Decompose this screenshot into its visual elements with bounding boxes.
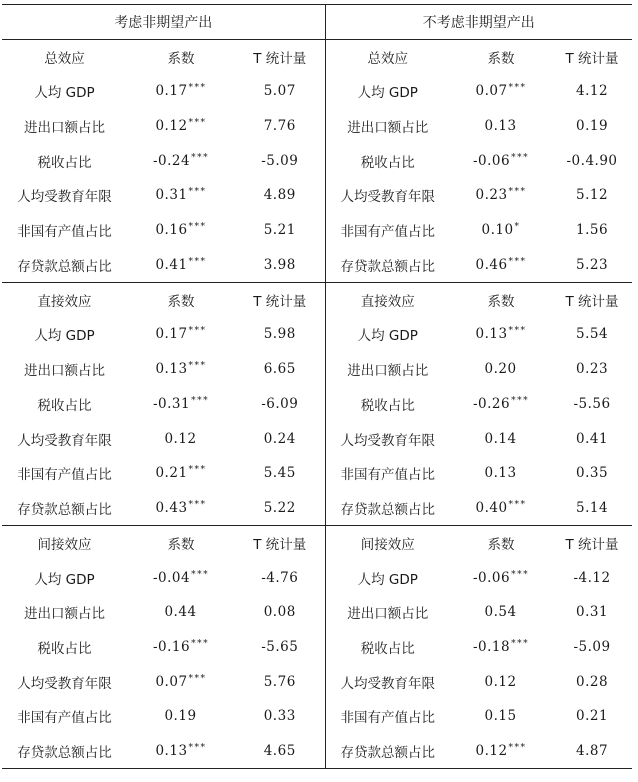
t-statistic-value: 0.33 xyxy=(235,699,325,734)
coefficient-value: -0.06 xyxy=(472,569,511,586)
significance-stars: *** xyxy=(511,638,530,649)
t-statistic-value: 0.28 xyxy=(575,673,609,690)
coefficient-value: 0.41 xyxy=(155,256,188,273)
coefficient-cell xyxy=(450,352,552,387)
section-header-row xyxy=(2,40,632,75)
group-header-without-undesirable-output: 不考虑非期望产出 xyxy=(325,5,632,40)
table-row xyxy=(2,734,632,769)
significance-stars: *** xyxy=(508,83,527,94)
coefficient-value: 0.23 xyxy=(475,187,508,204)
t-statistic-header: T 统计量 xyxy=(552,283,632,318)
t-statistic-value: -4.12 xyxy=(573,569,611,586)
coefficient-cell xyxy=(450,630,552,665)
coefficient-cell xyxy=(450,213,552,248)
table-row xyxy=(2,178,632,213)
variable-name: 非国有产值占比 xyxy=(17,710,112,727)
coefficient-value: 0.17 xyxy=(155,326,188,343)
t-statistic-value: -4.76 xyxy=(235,560,325,595)
t-statistic-value: -5.56 xyxy=(573,395,611,412)
coefficient-value: -0.24 xyxy=(152,152,191,169)
variable-name: 存贷款总额占比 xyxy=(325,734,450,769)
significance-stars: *** xyxy=(188,222,207,233)
significance-stars: *** xyxy=(191,569,210,580)
effect-type-label: 总效应 xyxy=(367,51,409,67)
t-statistic-value: 5.12 xyxy=(575,187,609,204)
coefficient-cell xyxy=(450,247,552,282)
significance-stars: *** xyxy=(188,465,207,476)
significance-stars: *** xyxy=(188,118,207,129)
variable-name: 人均受教育年限 xyxy=(340,675,436,692)
variable-name: 进出口额占比 xyxy=(24,363,105,380)
coefficient-cell xyxy=(127,178,235,213)
variable-name: 进出口额占比 xyxy=(347,120,429,137)
table-row xyxy=(2,74,632,109)
significance-stars: *** xyxy=(191,395,210,406)
t-statistic-header: T 统计量 xyxy=(552,526,632,561)
t-statistic-header: T 统计量 xyxy=(235,40,325,75)
variable-name: 非国有产值占比 xyxy=(17,467,112,484)
section-header-row xyxy=(2,283,632,318)
significance-stars: *** xyxy=(188,499,207,510)
coefficient-value: 0.13 xyxy=(475,326,508,343)
table-row xyxy=(2,560,632,595)
variable-name: 税收占比 xyxy=(37,154,92,171)
coefficient-value: 0.44 xyxy=(164,604,197,621)
t-statistic-value: 5.76 xyxy=(235,664,325,699)
coefficient-value: -0.18 xyxy=(472,638,511,655)
variable-name: 进出口额占比 xyxy=(24,606,105,623)
coefficient-header: 系数 xyxy=(487,51,515,67)
table-row xyxy=(2,143,632,178)
t-statistic-value: 0.41 xyxy=(575,430,609,447)
coefficient-value: 0.20 xyxy=(484,361,517,378)
table-row xyxy=(2,387,632,422)
coefficient-value: -0.16 xyxy=(152,638,191,655)
effects-table-container xyxy=(2,4,636,769)
coefficient-cell xyxy=(127,595,235,630)
coefficient-cell xyxy=(127,74,235,109)
table-row xyxy=(2,317,632,352)
t-statistic-value: 5.22 xyxy=(235,491,325,526)
coefficient-cell xyxy=(127,734,235,769)
coefficient-value: 0.14 xyxy=(484,430,517,447)
t-statistic-value: 0.35 xyxy=(575,465,609,482)
coefficient-cell xyxy=(127,456,235,491)
variable-name: 税收占比 xyxy=(360,397,415,414)
significance-stars: * xyxy=(514,222,521,233)
table-row xyxy=(2,247,632,282)
coefficient-cell xyxy=(127,664,235,699)
variable-name: 进出口额占比 xyxy=(347,606,429,623)
t-statistic-header: T 统计量 xyxy=(235,526,325,561)
variable-name: 存贷款总额占比 xyxy=(2,734,127,769)
significance-stars: *** xyxy=(188,187,207,198)
t-statistic-value: -6.09 xyxy=(235,387,325,422)
coefficient-cell xyxy=(127,143,235,178)
significance-stars: *** xyxy=(188,256,207,267)
table-row xyxy=(2,109,632,144)
coefficient-cell xyxy=(127,213,235,248)
coefficient-cell xyxy=(450,664,552,699)
significance-stars: *** xyxy=(191,152,210,163)
variable-name: 人均受教育年限 xyxy=(340,189,436,206)
coefficient-header: 系数 xyxy=(450,526,552,561)
section-header-row xyxy=(2,526,632,561)
coefficient-value: 0.31 xyxy=(155,187,188,204)
coefficient-value: 0.16 xyxy=(155,222,188,239)
t-statistic-value: 4.89 xyxy=(235,178,325,213)
group-header-row xyxy=(2,5,632,40)
t-statistic-value: -0.4.90 xyxy=(566,152,618,169)
coefficient-value: 0.07 xyxy=(475,83,508,100)
variable-name: 人均 GDP xyxy=(357,85,418,102)
t-statistic-value: -5.65 xyxy=(235,630,325,665)
significance-stars: *** xyxy=(511,152,530,163)
t-statistic-value: 5.45 xyxy=(235,456,325,491)
coefficient-value: 0.13 xyxy=(484,465,517,482)
significance-stars: *** xyxy=(508,499,527,510)
coefficient-value: 0.12 xyxy=(164,430,197,447)
coefficient-cell xyxy=(450,74,552,109)
significance-stars: *** xyxy=(508,743,527,754)
variable-name: 存贷款总额占比 xyxy=(340,501,436,518)
table-body xyxy=(2,5,632,769)
table-row xyxy=(2,630,632,665)
table-row xyxy=(2,595,632,630)
t-statistic-value: 3.98 xyxy=(235,247,325,282)
table-row xyxy=(2,664,632,699)
coefficient-value: 0.13 xyxy=(484,118,517,135)
coefficient-cell xyxy=(450,143,552,178)
t-statistic-value: 5.21 xyxy=(235,213,325,248)
effect-type-label: 直接效应 xyxy=(325,283,450,318)
coefficient-value: 0.13 xyxy=(155,743,188,760)
coefficient-value: 0.46 xyxy=(475,256,508,273)
t-statistic-value: 0.08 xyxy=(235,595,325,630)
significance-stars: *** xyxy=(508,256,527,267)
t-statistic-value: 7.76 xyxy=(235,109,325,144)
table-row xyxy=(2,491,632,526)
coefficient-cell xyxy=(450,178,552,213)
coefficient-cell xyxy=(450,109,552,144)
coefficient-header: 系数 xyxy=(167,51,195,67)
t-statistic-value: 0.19 xyxy=(575,118,609,135)
variable-name: 存贷款总额占比 xyxy=(17,501,112,518)
t-statistic-value: 5.07 xyxy=(235,74,325,109)
table-row xyxy=(2,456,632,491)
coefficient-value: 0.40 xyxy=(475,499,508,516)
coefficient-value: -0.04 xyxy=(152,569,191,586)
table-row xyxy=(2,699,632,734)
coefficient-cell xyxy=(127,352,235,387)
t-statistic-value: 5.23 xyxy=(575,256,609,273)
effect-type-label: 间接效应 xyxy=(325,526,450,561)
coefficient-cell xyxy=(127,387,235,422)
spatial-effects-table xyxy=(2,4,632,769)
t-statistic-value: 4.65 xyxy=(235,734,325,769)
t-statistic-value: 4.12 xyxy=(575,83,609,100)
coefficient-value: 0.12 xyxy=(475,743,508,760)
coefficient-cell xyxy=(450,491,552,526)
variable-name: 税收占比 xyxy=(37,397,92,414)
variable-name: 非国有产值占比 xyxy=(340,467,436,484)
variable-name: 人均 GDP xyxy=(34,85,95,102)
coefficient-value: 0.12 xyxy=(155,118,188,135)
coefficient-cell xyxy=(127,630,235,665)
coefficient-value: 0.17 xyxy=(155,83,188,100)
variable-name: 税收占比 xyxy=(360,154,415,171)
variable-name: 非国有产值占比 xyxy=(340,224,436,241)
coefficient-value: 0.13 xyxy=(155,361,188,378)
coefficient-value: -0.06 xyxy=(472,152,511,169)
coefficient-value: -0.26 xyxy=(472,395,511,412)
group-header-with-undesirable-output: 考虑非期望产出 xyxy=(2,5,325,40)
t-statistic-value: -5.09 xyxy=(235,143,325,178)
effect-type-label: 间接效应 xyxy=(2,526,127,561)
significance-stars: *** xyxy=(188,743,207,754)
variable-name: 人均 GDP xyxy=(34,571,95,588)
variable-name: 税收占比 xyxy=(37,640,92,657)
significance-stars: *** xyxy=(511,569,530,580)
coefficient-cell xyxy=(127,247,235,282)
coefficient-header: 系数 xyxy=(450,283,552,318)
coefficient-value: 0.10 xyxy=(481,222,514,239)
significance-stars: *** xyxy=(508,326,527,337)
variable-name: 人均 GDP xyxy=(34,328,95,345)
coefficient-cell xyxy=(450,421,552,456)
coefficient-cell xyxy=(127,560,235,595)
t-statistic-value: 0.31 xyxy=(575,604,609,621)
coefficient-cell xyxy=(127,317,235,352)
table-row xyxy=(2,421,632,456)
coefficient-cell xyxy=(450,560,552,595)
variable-name: 存贷款总额占比 xyxy=(17,258,112,275)
variable-name: 人均受教育年限 xyxy=(17,675,112,692)
coefficient-cell xyxy=(450,317,552,352)
coefficient-cell xyxy=(450,734,552,769)
table-row xyxy=(2,213,632,248)
coefficient-value: 0.19 xyxy=(164,708,197,725)
coefficient-cell xyxy=(127,491,235,526)
significance-stars: *** xyxy=(511,395,530,406)
variable-name: 人均 GDP xyxy=(357,571,418,588)
t-statistic-value: 1.56 xyxy=(575,222,609,239)
significance-stars: *** xyxy=(188,326,207,337)
coefficient-value: -0.31 xyxy=(152,395,191,412)
effect-type-label: 总效应 xyxy=(44,51,85,67)
t-statistic-value: 4.87 xyxy=(552,734,632,769)
significance-stars: *** xyxy=(188,673,207,684)
coefficient-value: 0.54 xyxy=(484,604,517,621)
variable-name: 进出口额占比 xyxy=(347,363,429,380)
coefficient-cell xyxy=(450,699,552,734)
coefficient-cell xyxy=(127,421,235,456)
coefficient-cell xyxy=(127,699,235,734)
variable-name: 存贷款总额占比 xyxy=(340,258,436,275)
coefficient-value: 0.21 xyxy=(155,465,188,482)
variable-name: 税收占比 xyxy=(360,640,415,657)
coefficient-cell xyxy=(450,387,552,422)
variable-name: 人均受教育年限 xyxy=(340,432,436,449)
t-statistic-value: 6.65 xyxy=(235,352,325,387)
variable-name: 人均 GDP xyxy=(357,328,418,345)
coefficient-cell xyxy=(450,595,552,630)
effect-type-label: 直接效应 xyxy=(2,283,127,318)
t-statistic-value: 0.21 xyxy=(575,708,609,725)
table-row xyxy=(2,352,632,387)
variable-name: 非国有产值占比 xyxy=(340,710,436,727)
coefficient-value: 0.15 xyxy=(484,708,517,725)
significance-stars: *** xyxy=(508,187,527,198)
variable-name: 人均受教育年限 xyxy=(17,189,112,206)
coefficient-header: 系数 xyxy=(127,283,235,318)
coefficient-value: 0.43 xyxy=(155,499,188,516)
coefficient-cell xyxy=(127,109,235,144)
significance-stars: *** xyxy=(188,361,207,372)
coefficient-value: 0.07 xyxy=(155,673,188,690)
coefficient-cell xyxy=(450,456,552,491)
t-statistic-value: 5.98 xyxy=(235,317,325,352)
t-statistic-header: T 统计量 xyxy=(235,283,325,318)
coefficient-value: 0.12 xyxy=(484,673,517,690)
significance-stars: *** xyxy=(191,638,210,649)
variable-name: 人均受教育年限 xyxy=(17,432,112,449)
t-statistic-value: -5.09 xyxy=(573,638,611,655)
significance-stars: *** xyxy=(188,83,207,94)
t-statistic-value: 5.54 xyxy=(575,326,609,343)
coefficient-header: 系数 xyxy=(127,526,235,561)
variable-name: 非国有产值占比 xyxy=(17,224,112,241)
t-statistic-value: 5.14 xyxy=(575,499,609,516)
t-statistic-value: 0.23 xyxy=(575,361,609,378)
variable-name: 进出口额占比 xyxy=(24,120,105,137)
t-statistic-value: 0.24 xyxy=(235,421,325,456)
t-statistic-header: T 统计量 xyxy=(565,51,619,67)
